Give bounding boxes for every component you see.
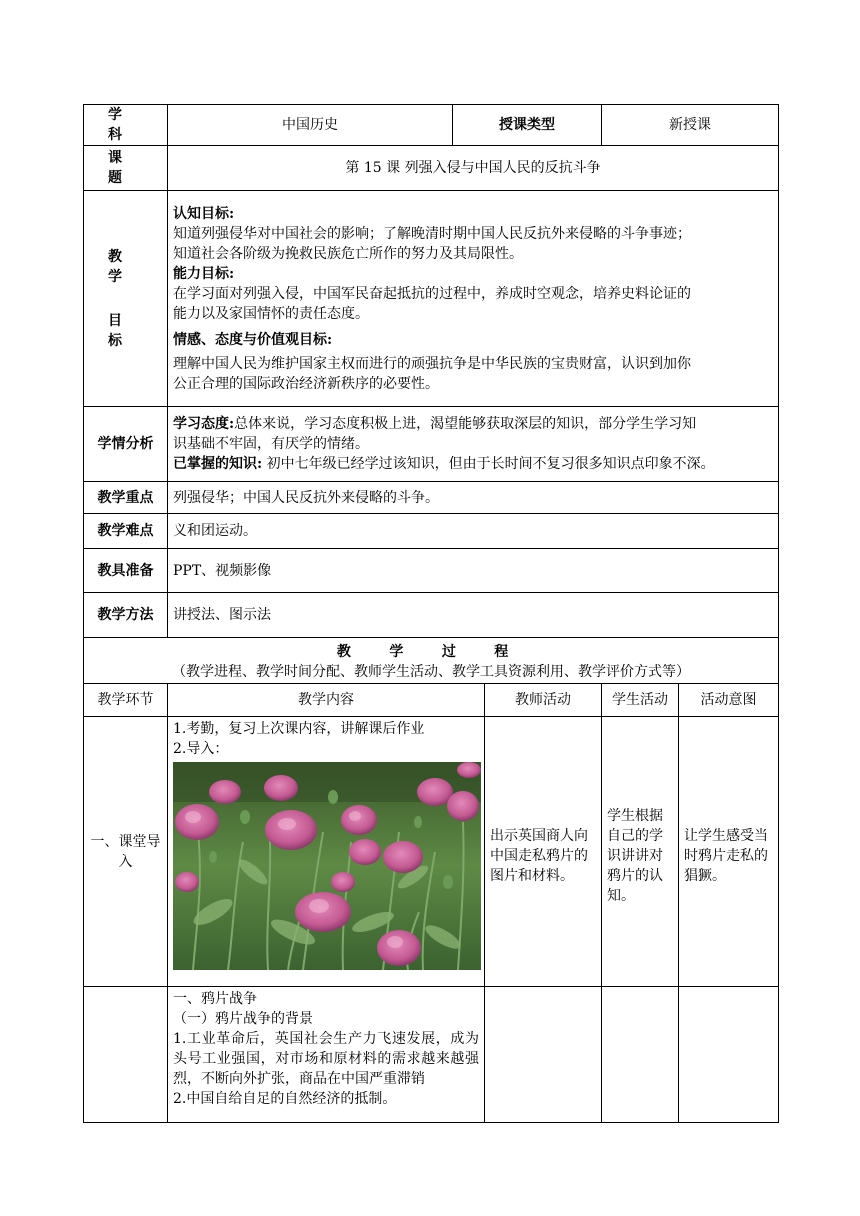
type-label: 授课类型 (453, 105, 602, 146)
poppy-field-image (173, 762, 481, 970)
attitude-heading: 学习态度: (173, 416, 235, 432)
goals-label: 教 学 目 标 (84, 191, 168, 407)
stage1-line: 1.考勤，复习上次课内容，讲解课后作业 (173, 721, 425, 737)
col-header-student: 学生活动 (602, 684, 679, 717)
focus-row (84, 482, 779, 514)
subject-row (84, 105, 779, 146)
process-header-row (84, 684, 779, 717)
topic-row (84, 146, 779, 191)
tools-value: PPT、视频影像 (168, 549, 779, 593)
cognitive-heading: 认知目标: (173, 205, 235, 222)
topic-value: 第 15 课 列强入侵与中国人民的反抗斗争 (168, 146, 779, 191)
method-row (84, 593, 779, 638)
focus-value: 列强侵华；中国人民反抗外来侵略的斗争。 (168, 482, 779, 514)
stage2-line: 2.中国自给自足的自然经济的抵制。 (173, 1091, 397, 1107)
process-title: 教 学 过 程 (336, 643, 526, 660)
ability-line: 能力以及家国情怀的责任态度。 (173, 305, 369, 322)
subject-value: 中国历史 (168, 105, 453, 146)
attitude-text-cont: 识基础不牢固，有厌学的情绪。 (173, 436, 369, 452)
process-subtitle: （教学进程、教学时间分配、教师学生活动、教学工具资源利用、教学评价方式等） (172, 663, 690, 680)
process-heading (84, 638, 779, 684)
method-label: 教学方法 (84, 593, 168, 638)
analysis-content (168, 407, 779, 482)
method-value: 讲授法、图示法 (168, 593, 779, 638)
process-title-row (84, 638, 779, 684)
cognitive-line: 知道社会各阶级为挽救民族危亡所作的努力及其局限性。 (173, 245, 523, 262)
goals-row (84, 191, 779, 407)
stage2-row (84, 987, 779, 1123)
stage1-student: 学生根据自己的学识讲讲对鸦片的认知。 (602, 717, 679, 987)
stage2-line: 一、鸦片战争 (173, 991, 257, 1007)
mastered-text: 初中七年级已经学过该知识，但由于长时间不复习很多知识点印象不深。 (266, 456, 715, 472)
poppy-photo (173, 762, 481, 970)
difficulty-value: 义和团运动。 (168, 514, 779, 549)
stage2-teacher (485, 987, 602, 1123)
difficulty-label: 教学难点 (84, 514, 168, 549)
lesson-plan-table (83, 104, 779, 1123)
col-header-teacher: 教师活动 (485, 684, 602, 717)
stage1-name: 一、课堂导入 (84, 717, 168, 987)
attitude-text: 总体来说，学习态度积极上进，渴望能够获取深层的知识，部分学生学习知 (234, 416, 697, 432)
stage2-intent (679, 987, 779, 1123)
mastered-heading: 已掌握的知识: (173, 456, 263, 472)
subject-label: 学 科 (84, 105, 168, 146)
ability-line: 在学习面对列强入侵，中国军民奋起抵抗的过程中，养成时空观念，培养史料论证的 (173, 285, 691, 302)
stage1-line: 2.导入： (173, 741, 229, 757)
stage2-student (602, 987, 679, 1123)
focus-label: 教学重点 (84, 482, 168, 514)
col-header-content: 教学内容 (168, 684, 485, 717)
topic-label: 课 题 (84, 146, 168, 191)
emotion-heading: 情感、态度与价值观目标: (173, 331, 333, 348)
stage1-teacher: 出示英国商人向中国走私鸦片的图片和材料。 (485, 717, 602, 987)
col-header-stage: 教学环节 (84, 684, 168, 717)
type-value: 新授课 (602, 105, 779, 146)
emotion-line: 公正合理的国际政治经济新秩序的必要性。 (173, 375, 439, 392)
stage2-name (84, 987, 168, 1123)
tools-row (84, 549, 779, 593)
difficulty-row (84, 514, 779, 549)
stage1-row (84, 717, 779, 987)
analysis-label: 学情分析 (84, 407, 168, 482)
tools-label: 教具准备 (84, 549, 168, 593)
emotion-line: 理解中国人民为维护国家主权而进行的顽强抗争是中华民族的宝贵财富，认识到加你 (173, 355, 691, 372)
stage2-line: 1.工业革命后，英国社会生产力飞速发展，成为头号工业强国，对市场和原材料的需求越来越强烈，不断向外扩张，商品在中国严重滞销 (173, 1031, 479, 1087)
stage2-line: （一）鸦片战争的背景 (173, 1011, 313, 1027)
stage1-intent: 让学生感受当时鸦片走私的猖獗。 (679, 717, 779, 987)
ability-heading: 能力目标: (173, 265, 235, 282)
stage2-content (168, 987, 485, 1123)
stage1-content (168, 717, 485, 987)
col-header-intent: 活动意图 (679, 684, 779, 717)
goals-content (168, 191, 779, 407)
lesson-plan (83, 104, 778, 1123)
analysis-row (84, 407, 779, 482)
cognitive-line: 知道列强侵华对中国社会的影响；了解晚清时期中国人民反抗外来侵略的斗争事迹； (173, 225, 691, 242)
